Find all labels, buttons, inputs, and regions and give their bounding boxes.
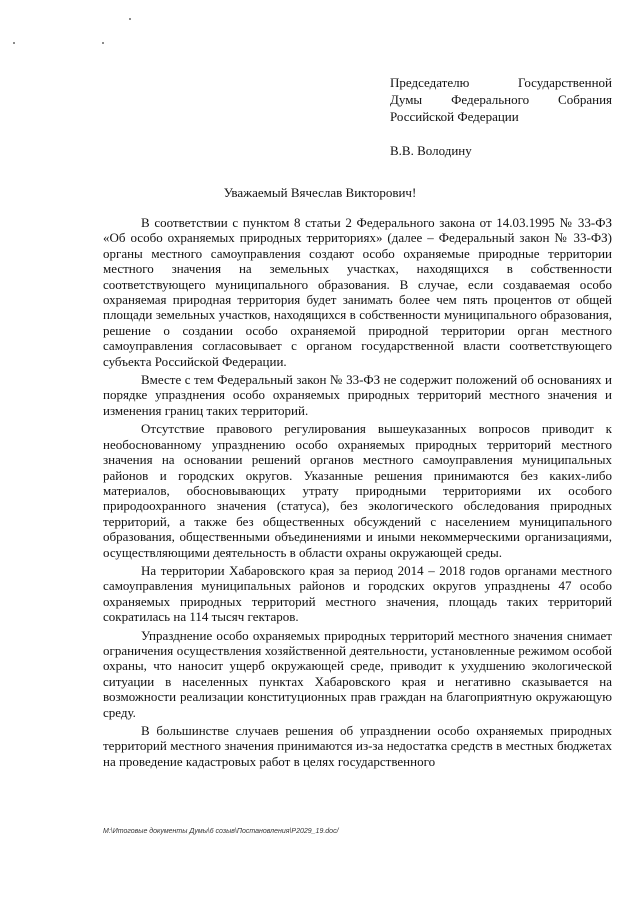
paragraph: Вместе с тем Федеральный закон № 33-ФЗ не содержит положений об основаниях и порядке упразднения особо охраняемых природных территорий местного значения и изменения границ таких территорий.	[103, 372, 612, 418]
addressee-line-2: Думы Федерального Собрания	[390, 92, 612, 107]
letter-body	[103, 215, 612, 772]
paragraph: Отсутствие правового регулирования вышеуказанных вопросов приводит к необоснованному упразднению особо охраняемых природных территорий местного значения на основании решений органов местного самоуправления муниципальных районов и городских округов. Указанные решения принимаются без каких-либо материалов, обосновывающих утрату природными территориями их особого природоохранного значения (статуса), без экологического обследования природных территорий, а также без общественных обсуждений с населением муниципального образования, общественными объединениями и иными некоммерческими организациями, осуществляющими деятельность в области охраны окружающей среды.	[103, 421, 612, 560]
addressee-block	[390, 74, 612, 159]
scan-speck	[102, 42, 104, 44]
paragraph: На территории Хабаровского края за период 2014 – 2018 годов органами местного самоуправления муниципальных районов и городских округов упразднены 47 особо охраняемых природных территорий местного значения, площадь таких территорий сократилась на 114 тысяч гектаров.	[103, 562, 612, 625]
paragraph: В большинстве случаев решения об упразднении особо охраняемых природных территорий местного значения принимаются из-за недостатка средств в местных бюджетах на проведение кадастровых работ в целях государственного	[103, 723, 612, 769]
addressee-line-1: Председателю Государственной	[390, 75, 612, 90]
paragraph: В соответствии с пунктом 8 статьи 2 Федерального закона от 14.03.1995 № 33-ФЗ «Об особо охраняемых природных территориях» (далее – Федеральный закон № 33-ФЗ) органы местного самоуправления создают особо охраняемые природные территории местного значения на земельных участках, находящихся в собственности соответствующего муниципального образования. В случае, если создаваемая особо охраняемая природная территория будет занимать более чем пять процентов от общей площади земельных участков, находящихся в собственности муниципального образования, решение о создании особо охраняемой природной территории орган местного самоуправления согласовывает с органом государственной власти соответствующего субъекта Российской Федерации.	[103, 215, 612, 369]
addressee-name: В.В. Володину	[390, 143, 472, 158]
salutation: Уважаемый Вячеслав Викторович!	[223, 185, 417, 200]
scan-speck	[13, 42, 15, 44]
paragraph: Упразднение особо охраняемых природных территорий местного значения снимает ограничения осуществления хозяйственной деятельности, установленные режимом особой охраны, что наносит ущерб окружающей среде, приводит к ухудшению экологической ситуации в населенных пунктах Хабаровского края и негативно сказывается на возможности реализации конституционных прав граждан на благоприятную окружающую среду.	[103, 627, 612, 720]
scan-speck	[129, 18, 131, 20]
addressee-line-3: Российской Федерации	[390, 109, 519, 124]
file-path-footer: M:\Итоговые документы Думы\6 созыв\Постановления\P2029_19.doc/	[103, 828, 339, 835]
